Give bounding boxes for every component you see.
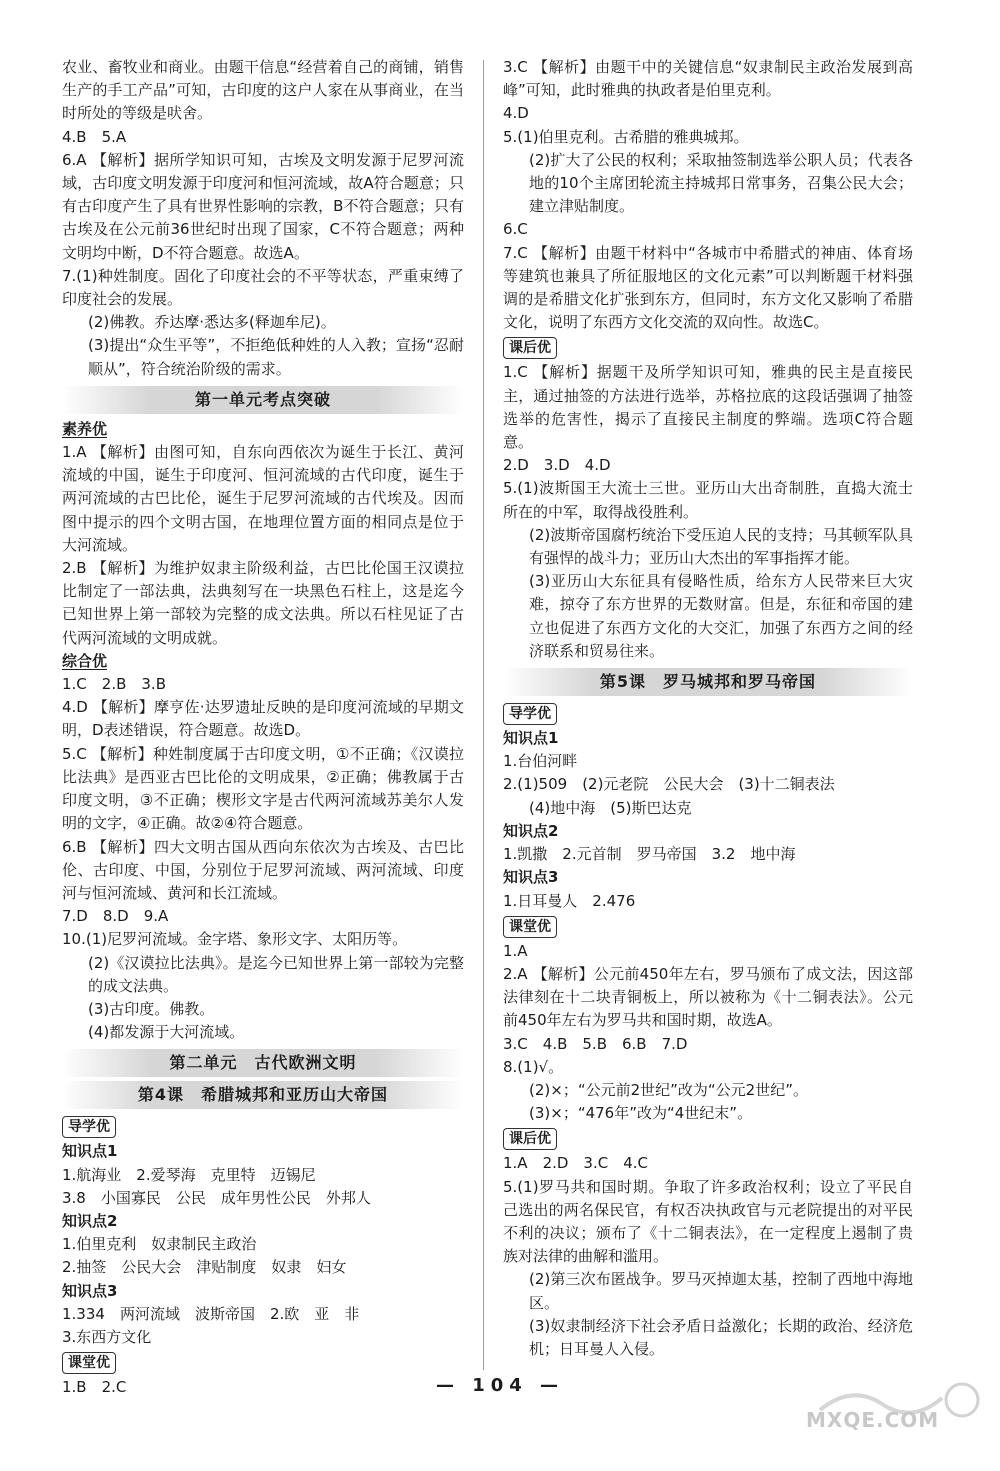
answer-line: 1.A [503, 941, 528, 960]
lesson-banner: 第5课 罗马城邦和罗马帝国 [503, 668, 913, 696]
answer-line: 2.抽签 公民大会 津贴制度 奴隶 妇女 [62, 1258, 347, 1277]
answer-sub: (2)×；“公元前2世纪”改为“公元2世纪”。 [529, 1080, 808, 1099]
answer-line: 1.日耳曼人 2.476 [503, 891, 636, 910]
answer-line: 1.航海业 2.爱琴海 克里特 迈锡尼 [62, 1165, 316, 1184]
watermark-text: MXQE.COM [806, 1408, 940, 1432]
answer-line: 1.B 2.C [62, 1378, 127, 1397]
answer-paragraph: 6.A 【解析】据所学知识可知，古埃及文明发源于尼罗河流域，古印度文明发源于印度河和恒河流域，故A符合题意；只有古印度产生了具有世界性影响的宗教，B不符合题意；只有古埃及在公元前36世纪时出现了国家，C不符合题意；两种文明均中断，D不符合题意。故选A。 [62, 150, 464, 262]
answer-line: 8.(1)√。 [503, 1057, 564, 1076]
answer-line: 2.D 3.D 4.D [503, 456, 611, 475]
left-column [62, 56, 464, 1399]
right-column [503, 56, 913, 1361]
section-heading: 素养优 [62, 419, 108, 438]
tag-label: 导学优 [62, 1116, 116, 1138]
answer-line: 1.A 2.D 3.C 4.C [503, 1154, 649, 1173]
section-heading: 综合优 [62, 651, 108, 670]
knowledge-point-heading: 知识点1 [503, 729, 559, 748]
answer-paragraph: 1.C 【解析】据题干及所学知识可知，雅典的民主是直接民主，通过抽签的方法进行选举，苏格拉底的这段话强调了抽签选举的危害性，揭示了直接民主制度的弊端。选项C符合题意。 [503, 363, 913, 452]
answer-paragraph: 5.C 【解析】种姓制度属于古印度文明，①不正确；《汉谟拉比法典》是西亚古巴比伦的文明成果，②正确；佛教属于古印度文明，③不正确；楔形文字是古代两河流域苏美尔人发明的文字，④正确。故②④符合题意。 [62, 744, 464, 833]
knowledge-point-heading: 知识点2 [62, 1211, 118, 1230]
answer-line: 1.C 2.B 3.B [62, 675, 166, 694]
knowledge-point-heading: 知识点1 [62, 1142, 118, 1161]
answer-sub: (2)波斯帝国腐朽统治下受压迫人民的支持；马其顿军队具有强悍的战斗力；亚历山大杰出的军事指挥才能。 [529, 525, 913, 568]
tag-label: 课堂优 [62, 1352, 116, 1374]
answer-sub: (2)《汉谟拉比法典》。是迄今已知世界上第一部较为完整的成文法典。 [88, 953, 464, 995]
answer-paragraph: 7.C 【解析】由题干材料中“各城市中希腊式的神庙、体育场等建筑也兼具了所征服地区的文化元素”可以判断题干材料强调的是希腊文化扩张到东方，但同时，东方文化又影响了希腊文化，说明了东西方文化交流的双向性。故选C。 [503, 243, 913, 332]
tag-label: 导学优 [503, 703, 557, 725]
answer-sub: (4)都发源于大河流域。 [88, 1023, 245, 1042]
answer-paragraph: 4.D 【解析】摩亨佐·达罗遗址反映的是印度河流域的早期文明，D表述错误，符合题意。故选D。 [62, 698, 464, 740]
unit-banner: 第二单元 古代欧洲文明 [62, 1049, 464, 1077]
answer-line: 3.C 4.B 5.B 6.B 7.D [503, 1034, 688, 1053]
answer-paragraph: 5.(1)罗马共和国时期。争取了许多政治权利；设立了平民自己选出的两名保民官，有权否决执政官与元老院提出的对平民不利的决议；颁布了《十二铜表法》，在一定程度上遏制了贵族对法律的曲解和滥用。 [503, 1177, 913, 1266]
answer-paragraph: 1.A 【解析】由图可知，自东向西依次为诞生于长江、黄河流域的中国，诞生于印度河、恒河流域的古代印度，诞生于两河流域的古巴比伦，诞生于尼罗河流域的古代埃及。因而图中提示的四个文明古国，在地理位置方面的相同点是位于大河流域。 [62, 443, 464, 554]
answer-line: 1.伯里克利 奴隶制民主政治 [62, 1235, 257, 1254]
answer-sub: (3)古印度。佛教。 [88, 999, 215, 1018]
answer-line: 4.D [503, 104, 529, 123]
tag-label: 课后优 [503, 1128, 557, 1150]
lesson-banner: 第4课 希腊城邦和亚历山大帝国 [62, 1081, 464, 1109]
tag-label: 课堂优 [503, 916, 557, 938]
column-divider [483, 60, 484, 1370]
answer-sub: (2)第三次布匿战争。罗马灭掉迦太基，控制了西地中海地区。 [529, 1270, 913, 1312]
answer-line: 1.334 两河流域 波斯帝国 2.欧 亚 非 [62, 1304, 360, 1323]
answer-line: 2.(1)509 (2)元老院 公民大会 (3)十二铜表法 [503, 775, 835, 794]
answer-sub: (2)佛教。乔达摩·悉达多(释迦牟尼)。 [88, 313, 336, 332]
answer-line: 3.8 小国寡民 公民 成年男性公民 外邦人 [62, 1188, 371, 1207]
section-banner: 第一单元考点突破 [62, 386, 464, 414]
answer-line: 1.凯撒 2.元首制 罗马帝国 3.2 地中海 [503, 845, 796, 864]
answer-paragraph: 5.(1)伯里克利。古希腊的雅典城邦。 [503, 127, 749, 146]
answer-line: 3.东西方文化 [62, 1327, 152, 1346]
answer-paragraph: 3.C 【解析】由题干中的关键信息“奴隶制民主政治发展到高峰”可知，此时雅典的执政者是伯里克利。 [503, 58, 913, 100]
answer-line: 4.B 5.A [62, 127, 127, 146]
page-number: — 104 — [435, 1375, 565, 1396]
answer-paragraph: 2.A 【解析】公元前450年左右，罗马颁布了成文法，因这部法律刻在十二块青铜板上，所以被称为《十二铜表法》。公元前450年左右为罗马共和国时期，故选A。 [503, 964, 913, 1030]
answer-paragraph: 10.(1)尼罗河流域。金字塔、象形文字、太阳历等。 [62, 930, 408, 949]
answer-paragraph: 6.B 【解析】四大文明古国从西向东依次为古埃及、古巴比伦、古印度、中国，分别位于尼罗河流域、两河流域、印度河与恒河流域、黄河和长江流域。 [62, 837, 464, 902]
answer-sub: (3)×；“476年”改为“4世纪末”。 [529, 1104, 753, 1123]
answer-sub: (2)扩大了公民的权利；采取抽签制选举公职人员；代表各地的10个主席团轮流主持城邦日常事务，召集公民大会；建立津贴制度。 [529, 150, 913, 216]
knowledge-point-heading: 知识点2 [503, 821, 559, 840]
answer-paragraph: 农业、畜牧业和商业。由题干信息“经营着自己的商铺，销售生产的手工产品”可知，古印度的这户人家在从事商业，在当时所处的等级是吠舍。 [62, 58, 464, 123]
answer-line: 6.C [503, 220, 528, 239]
tag-label: 课后优 [503, 337, 557, 359]
answer-sub: (4)地中海 (5)斯巴达克 [529, 798, 692, 817]
answer-paragraph: 2.B 【解析】为维护奴隶主阶级利益，古巴比伦国王汉谟拉比制定了一部法典，法典刻写在一块黑色石柱上，这是迄今已知世界上第一部较为完整的成文法典。所以石柱见证了古代两河流域的文明成就。 [62, 559, 464, 647]
answer-line: 1.台伯河畔 [503, 752, 578, 771]
answer-sub: (3)奴隶制经济下社会矛盾日益激化；长期的政治、经济危机；日耳曼人入侵。 [529, 1316, 913, 1358]
knowledge-point-heading: 知识点3 [503, 868, 559, 887]
knowledge-point-heading: 知识点3 [62, 1281, 118, 1300]
answer-sub: (3)提出“众生平等”，不拒绝低种姓的人入教；宣扬“忍耐顺从”，符合统治阶级的需求。 [88, 336, 464, 378]
answer-line: 7.D 8.D 9.A [62, 907, 169, 926]
answer-sub: (3)亚历山大东征具有侵略性质，给东方人民带来巨大灾难，掠夺了东方世界的无数财富。但是，东征和帝国的建立也促进了东西方文化的大交汇，加强了东西方之间的经济联系和贸易往来。 [529, 572, 913, 660]
answer-paragraph: 7.(1)种姓制度。固化了印度社会的不平等状态，严重束缚了印度社会的发展。 [62, 266, 464, 309]
answer-paragraph: 5.(1)波斯国王大流士三世。亚历山大出奇制胜，直捣大流士所在的中军，取得战役胜利。 [503, 479, 913, 521]
